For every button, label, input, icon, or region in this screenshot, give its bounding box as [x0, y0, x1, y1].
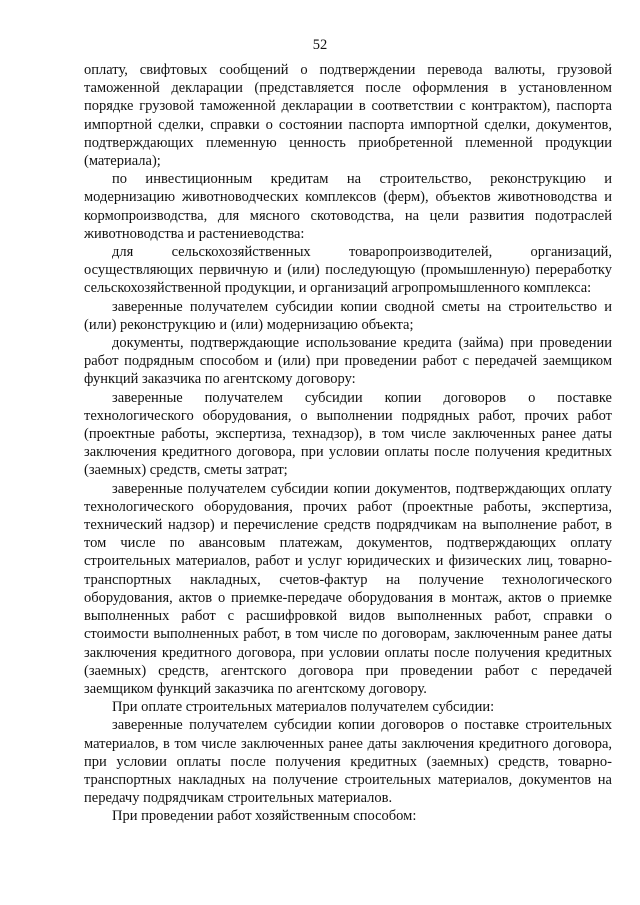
paragraph: для сельскохозяйственных товаропроизводителей, организаций, осуществляющих первичную и (или) последующую (промышленную) переработку сельскохозяйственной продукции, и организаций агропромышленного комплекса:	[84, 244, 612, 297]
paragraph: заверенные получателем субсидии копии договоров о поставке технологического оборудования, о выполнении подрядных работ, прочих работ (проектные работы, экспертиза, технадзор), в том числе заключенных ранее даты заключения кредитного договора, при условии оплаты после получения кредитных (заемных) средств, сметы затрат;	[84, 389, 612, 479]
paragraph: При оплате строительных материалов получателем субсидии:	[112, 699, 495, 716]
paragraph: оплату, свифтовых сообщений о подтверждении перевода валюты, грузовой таможенной декларации (представляется после оформления в установленном порядке грузовой таможенной декларации в соответствии с контрактом), паспорта импортной сделки, справки о состоянии паспорта импортной сделки, документов, подтверждающих племенную ценность приобретенной племенной продукции (материала);	[84, 62, 612, 170]
paragraph: заверенные получателем субсидии копии документов, подтверждающих оплату технологического оборудования, прочих работ (проектные работы, экспертиза, технический надзор) и перечисление средств подрядчикам на выполнение работ, в том числе по авансовым платежам, документов, подтверждающих оплату строительных материалов, работ и услуг юридических и физических лиц, товарно-транспортных накладных, счетов-фактур на получение технологического оборудования, актов о приемке-передаче оборудования в монтаж, актов о приемке выполненных работ с расшифровкой видов выполненных работ, справки о стоимости выполненных работ, в том числе по договорам, заключенным ранее даты заключения кредитного договора, при условии оплаты после получения кредитных (заемных) средств, агентского договора при проведении работ с передачей заемщиком функций заказчика по агентскому договору.	[84, 480, 612, 697]
paragraph: При проведении работ хозяйственным способом:	[112, 808, 417, 825]
document-body	[84, 61, 612, 826]
page-number: 52	[312, 37, 328, 53]
paragraph: заверенные получателем субсидии копии сводной сметы на строительство и (или) реконструкцию и (или) модернизацию объекта;	[84, 298, 612, 333]
paragraph: заверенные получателем субсидии копии договоров о поставке строительных материалов, в том числе заключенных ранее даты заключения кредитного договора, при условии оплаты после получения кредитных (заемных) средств, товарно-транспортных накладных на получение строительных материалов, документов на передачу подрядчикам строительных материалов.	[84, 717, 612, 807]
paragraph: документы, подтверждающие использование кредита (займа) при проведении работ подрядным способом и (или) при проведении работ с передачей заемщиком функций заказчика по агентскому договору:	[84, 335, 612, 388]
paragraph: по инвестиционным кредитам на строительство, реконструкцию и модернизацию животноводческих комплексов (ферм), объектов животноводства и кормопроизводства, для мясного скотоводства, на цели развития подотраслей животноводства и растениеводства:	[84, 171, 612, 242]
